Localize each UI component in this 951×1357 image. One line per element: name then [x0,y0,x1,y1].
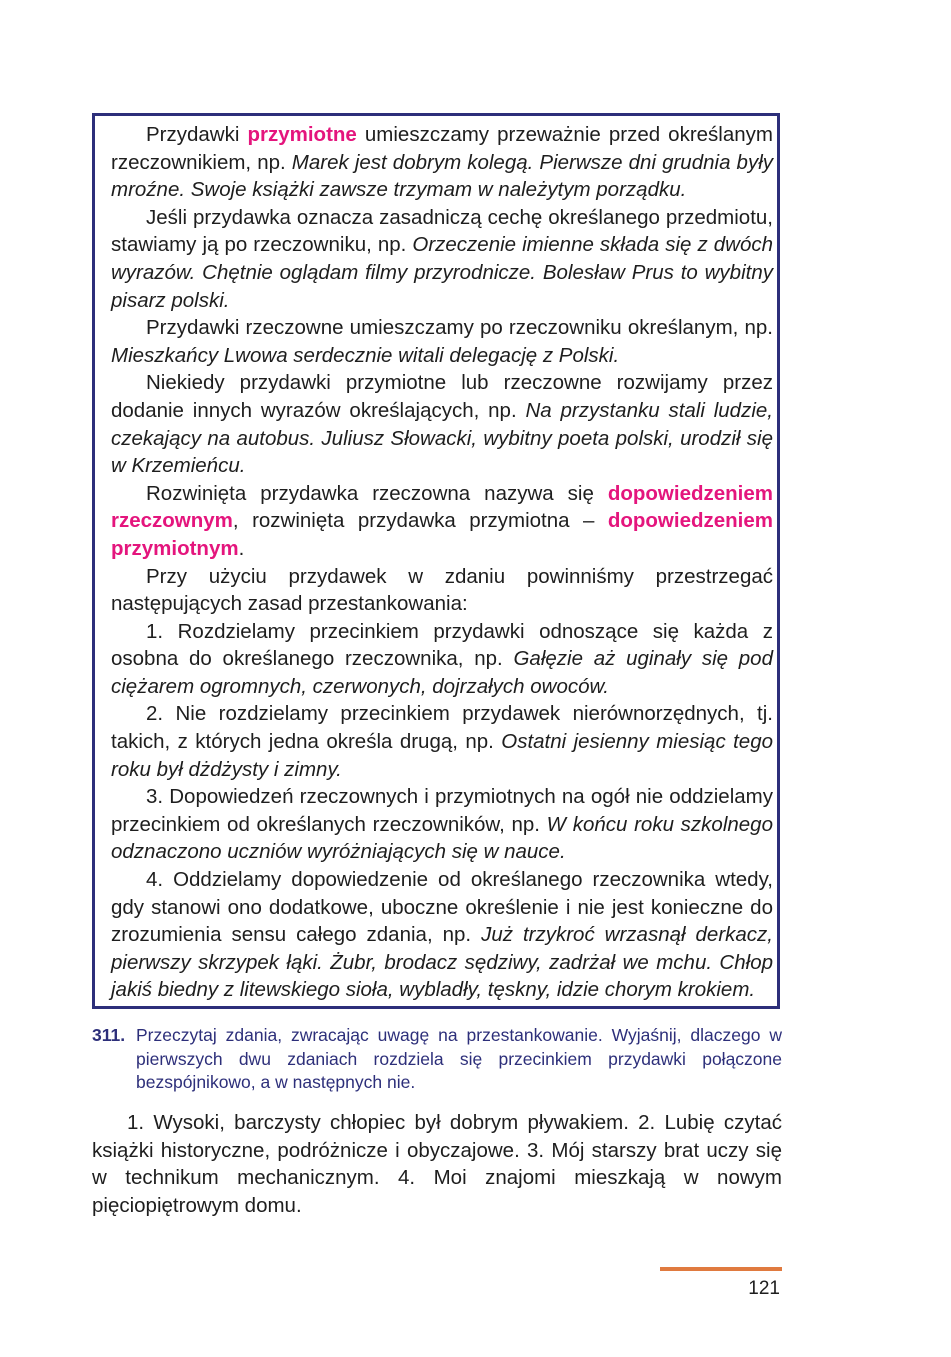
rule-6-text: Przy użyciu przydawek w zdaniu powinniśmy przestrzegać następujących zasad przestankowania: [111,564,773,616]
rule-8-example: Ostatni jesienny miesiąc tego roku był dżdżysty i zimny. [111,730,773,781]
rule-paragraph-2 [111,204,773,314]
exercise-task: Przeczytaj zdania, zwracając uwagę na przestankowanie. Wyjaśnij, dlaczego w pierwszych dwu zdaniach rozdziela się przecinkiem przydawki połączone bezspójnikowo, a w następnych nie. [136,1025,782,1092]
rule-5-text-3: . [238,536,245,560]
page-number: 121 [748,1278,780,1299]
exercise-sentences: 1. Wysoki, barczysty chłopiec był dobrym pływakiem. 2. Lubię czytać książki historyczne, podróżnicze i obyczajowe. 3. Mój starszy brat uczy się w technikum mechanicznym. 4. Moi znajomi mieszkają w nowym pięciopiętrowym domu. [92,1111,782,1217]
rule-10-example: Już trzykroć wrzasnął derkacz, pierwszy skrzypek łąki. Żubr, brodacz sędziwy, zadrżał we mchu. Chłop jakiś biedny z litewskiego sioła, wybladły, tęskny, idzie chorym krokiem. [111,923,773,1002]
rule-paragraph-8 [111,700,773,783]
rule-paragraph-1 [111,121,773,204]
rule-7-example: Gałęzie aż uginały się pod ciężarem ogromnych, czerwonych, dojrzałych owoców. [111,647,773,698]
rule-paragraph-7 [111,618,773,701]
rule-2-text: Jeśli przydawka oznacza zasadniczą cechę określanego przedmiotu, stawiamy ją po rzeczowniku, np. [111,205,773,257]
rule-1-text-2: umieszczamy przeważnie przed określanym rzeczownikiem, np. [111,123,773,174]
rule-7-text: 1. Rozdzielamy przecinkiem przydawki odnoszące się każda z osobna do określanego rzeczownika, np. [111,619,773,671]
rule-paragraph-5 [111,480,773,563]
rule-9-example: W końcu roku szkolnego odznaczono uczniów wyróżniających się w nauce. [111,812,773,864]
rule-5-text-1: Rozwinięta przydawka rzeczowna nazywa się [146,481,608,505]
rule-3-text: Przydawki rzeczowne umieszczamy po rzeczowniku określanym, np. [146,316,773,340]
exercise-number: 311. [92,1025,126,1045]
rule-1-text-1: Przydawki [146,123,248,146]
rule-paragraph-10 [111,866,773,1004]
exercise-311 [92,1024,782,1095]
footer-rule [660,1267,782,1271]
rule-9-text: 3. Dopowiedzeń rzeczownych i przymiotnych na ogół nie oddzielamy przecinkiem od określanych rzeczowników, np. [111,785,773,836]
rule-paragraph-6 [111,563,773,618]
term-dopowiedzenie-przymiotne: dopowiedzeniem przymiotnym [111,509,773,560]
term-przymiotne: przymiotne [247,123,357,146]
rule-2-example: Orzeczenie imienne składa się z dwóch wyrazów. Chętnie oglądam filmy przyrodnicze. Bolesław Prus to wybitny pisarz polski. [111,233,774,312]
rule-3-example: Mieszkańcy Lwowa serdecznie witali delegację z Polski. [111,343,620,367]
rule-paragraph-9 [111,783,773,866]
rule-1-example: Marek jest dobrym kolegą. Pierwsze dni grudnia były mroźne. Swoje książki zawsze trzymam w należytym porządku. [111,150,774,202]
rule-5-text-2: , rozwinięta przydawka przymiotna – [232,509,608,533]
rule-10-text: 4. Oddzielamy dopowiedzenie od określanego rzeczownika wtedy, gdy stanowi ono dodatkowe, uboczne określenie i nie jest konieczne do zrozumienia sensu całego zdania, np. [111,868,773,947]
term-dopowiedzenie-rzeczowne: dopowiedzeniem rzeczownym [111,481,773,533]
rule-paragraph-4 [111,369,773,479]
rule-paragraph-3 [111,314,773,369]
rules-box [92,113,780,1009]
rule-4-text: Niekiedy przydawki przymiotne lub rzeczowne rozwijamy przez dodanie innych wyrazów określających, np. [111,371,773,422]
rule-4-example: Na przystanku stali ludzie, czekający na autobus. Juliusz Słowacki, wybitny poeta polski, urodził się w Krzemieńcu. [111,398,773,478]
rule-8-text: 2. Nie rozdzielamy przecinkiem przydawek nierównorzędnych, tj. takich, z których jedna określa drugą, np. [111,702,773,754]
